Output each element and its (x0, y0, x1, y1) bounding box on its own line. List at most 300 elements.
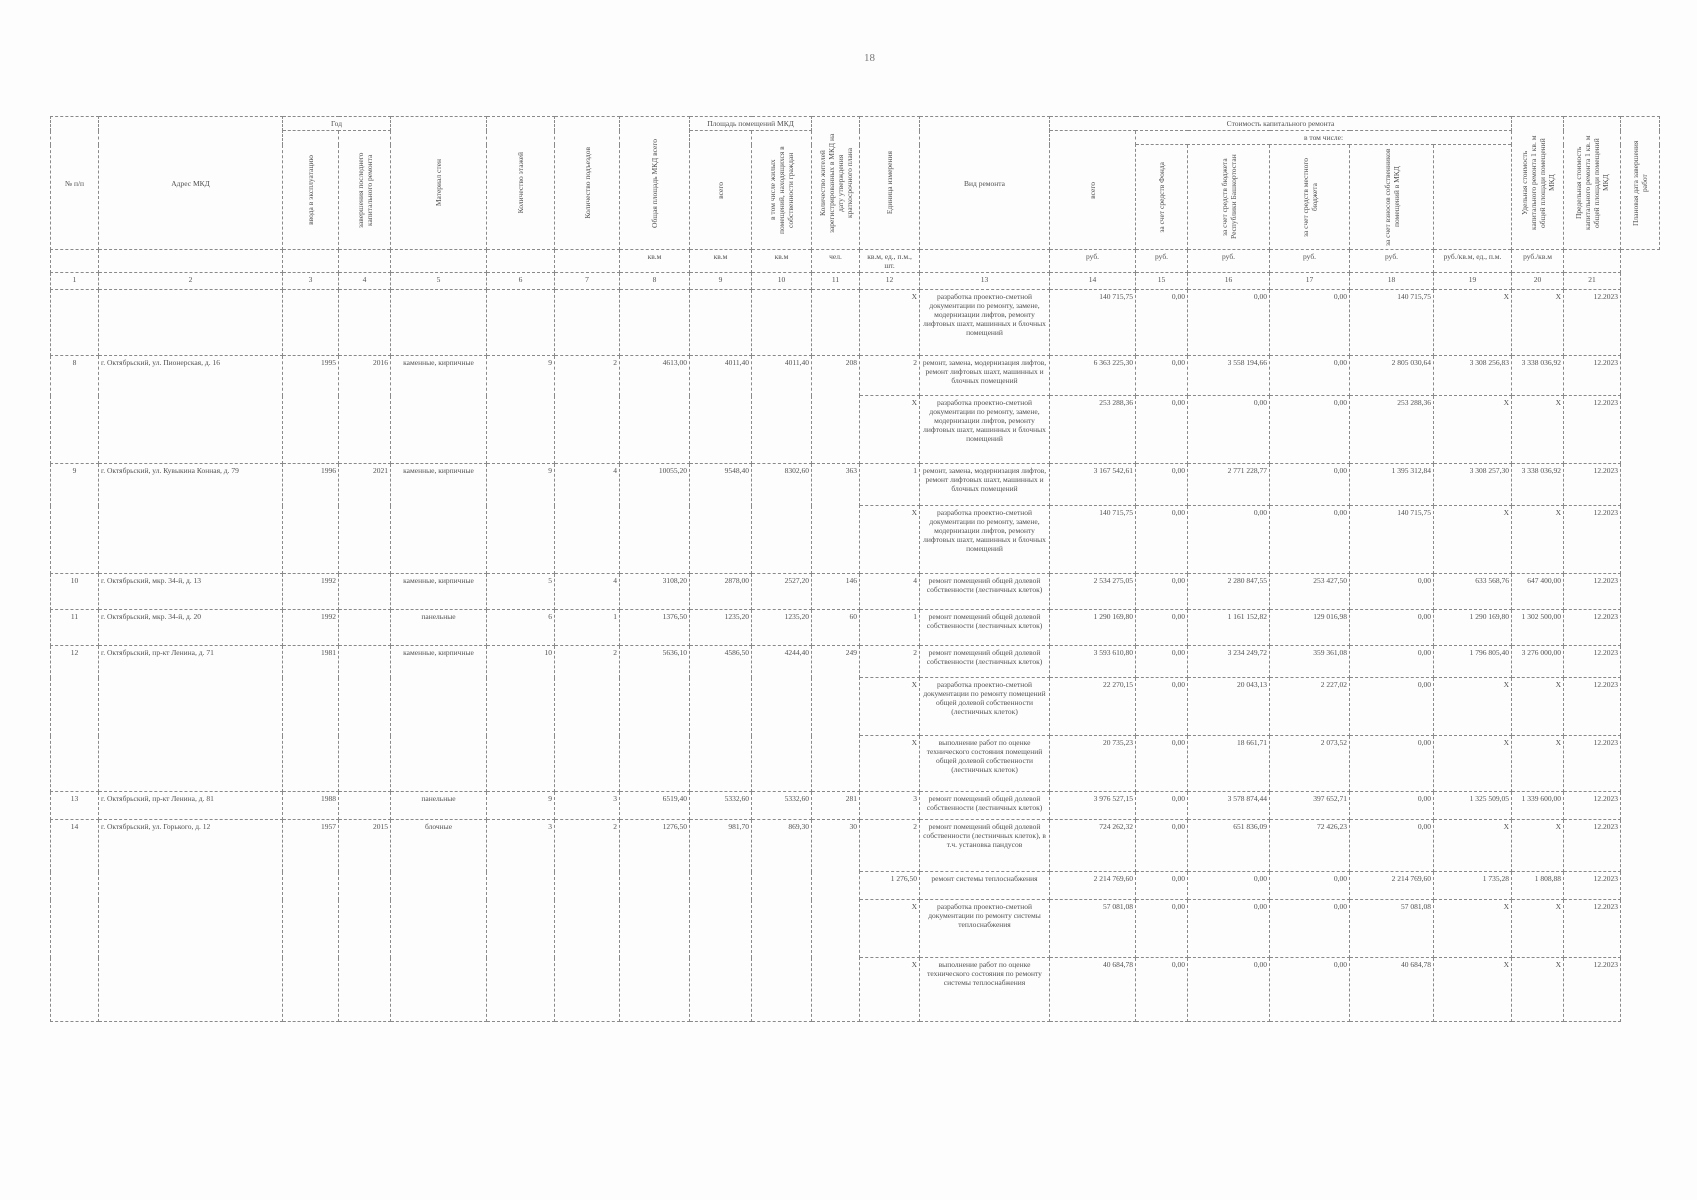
premises-residential: 2527,20 (752, 574, 812, 610)
house-address: г. Октябрьский, мкр. 34-й, д. 20 (99, 610, 283, 646)
completion-date: 12.2023 (1564, 290, 1621, 356)
floors-count: 6 (487, 610, 555, 646)
work-description: разработка проектно-сметной документации по ремонту, замене, модернизации лифтов, ремонту лифтовых шахт, машинных и блочных помещений (920, 290, 1050, 356)
year-last-repair (339, 792, 391, 820)
cost-owners: 0,00 (1350, 646, 1434, 678)
column-number-cell: 20 (1512, 273, 1564, 290)
premises-residential: 4244,40 (752, 646, 812, 792)
limit-cost: 647 400,00 (1512, 574, 1564, 610)
cost-local: 0,00 (1270, 872, 1350, 900)
unit-cell (487, 250, 555, 273)
year-last-repair: 2021 (339, 464, 391, 574)
cost-total: 22 270,15 (1050, 678, 1136, 736)
cost-owners: 0,00 (1350, 678, 1434, 736)
cost-republic: 2 771 228,77 (1188, 464, 1270, 506)
house-number: 9 (51, 464, 99, 574)
premises-residential (752, 290, 812, 356)
work-quantity: 3 (860, 792, 920, 820)
cost-owners: 0,00 (1350, 820, 1434, 872)
unit-cell: руб. (1136, 250, 1188, 273)
cost-local: 0,00 (1270, 396, 1350, 464)
cost-local: 359 361,08 (1270, 646, 1350, 678)
table-row (51, 820, 1660, 872)
cost-owners: 57 081,08 (1350, 900, 1434, 958)
wall-material: каменные, кирпичные (391, 646, 487, 792)
cost-total: 6 363 225,30 (1050, 356, 1136, 396)
work-quantity: X (860, 958, 920, 1022)
premises-residential: 1235,20 (752, 610, 812, 646)
header-cost-sub: в том числе: (1136, 131, 1512, 145)
year-commission (283, 290, 339, 356)
work-quantity: X (860, 290, 920, 356)
column-number-cell: 14 (1050, 273, 1136, 290)
work-quantity: X (860, 678, 920, 736)
cost-republic: 3 558 194,66 (1188, 356, 1270, 396)
unit-cell (920, 250, 1050, 273)
unit-cell: кв.м (752, 250, 812, 273)
cost-fund: 0,00 (1136, 646, 1188, 678)
work-description: ремонт, замена, модернизация лифтов, ремонт лифтовых шахт, машинных и блочных помещений (920, 464, 1050, 506)
unit-cell: руб. (1350, 250, 1434, 273)
completion-date: 12.2023 (1564, 356, 1621, 396)
total-area: 6519,40 (620, 792, 690, 820)
header-cost-fund: за счет средств Фонда (1136, 145, 1188, 250)
entrances-count (555, 290, 620, 356)
year-commission: 1957 (283, 820, 339, 1022)
unit-cell: руб./кв.м (1512, 250, 1564, 273)
unit-cost: 1 796 805,40 (1434, 646, 1512, 678)
residents-count (812, 290, 860, 356)
house-number: 10 (51, 574, 99, 610)
residents-count: 60 (812, 610, 860, 646)
wall-material: каменные, кирпичные (391, 574, 487, 610)
unit-cell (283, 250, 339, 273)
cost-total: 57 081,08 (1050, 900, 1136, 958)
total-area: 10055,20 (620, 464, 690, 574)
floors-count: 9 (487, 792, 555, 820)
unit-cell (339, 250, 391, 273)
completion-date: 12.2023 (1564, 464, 1621, 506)
column-number-cell: 17 (1270, 273, 1350, 290)
premises-total: 981,70 (690, 820, 752, 1022)
table-row (51, 574, 1660, 610)
cost-republic: 651 836,09 (1188, 820, 1270, 872)
house-number: 11 (51, 610, 99, 646)
header-premises-total: всего (690, 131, 752, 250)
entrances-count: 4 (555, 464, 620, 574)
work-quantity: 2 (860, 356, 920, 396)
column-number-cell: 13 (920, 273, 1050, 290)
premises-total: 4011,40 (690, 356, 752, 464)
cost-local: 0,00 (1270, 900, 1350, 958)
cost-owners: 0,00 (1350, 610, 1434, 646)
column-number-cell: 10 (752, 273, 812, 290)
header-row-1 (51, 117, 1660, 131)
work-description: ремонт, замена, модернизация лифтов, ремонт лифтовых шахт, машинных и блочных помещений (920, 356, 1050, 396)
limit-cost: 3 276 000,00 (1512, 646, 1564, 678)
cost-republic: 0,00 (1188, 506, 1270, 574)
cost-owners: 40 684,78 (1350, 958, 1434, 1022)
cost-owners: 2 805 030,64 (1350, 356, 1434, 396)
entrances-count: 3 (555, 792, 620, 820)
entrances-count: 2 (555, 356, 620, 464)
wall-material: панельные (391, 610, 487, 646)
cost-owners: 140 715,75 (1350, 506, 1434, 574)
work-quantity: X (860, 396, 920, 464)
limit-cost: 3 338 036,92 (1512, 356, 1564, 396)
header-year-last-repair: завершения последнего капитального ремонта (339, 131, 391, 250)
header-entrances: Количество подъездов (555, 117, 620, 250)
page-number: 18 (864, 52, 875, 64)
unit-cell: руб./кв.м, ед., п.м. (1434, 250, 1512, 273)
column-number-cell: 15 (1136, 273, 1188, 290)
cost-owners: 253 288,36 (1350, 396, 1434, 464)
work-description: разработка проектно-сметной документации по ремонту, замене, модернизации лифтов, ремонту лифтовых шахт, машинных и блочных помещений (920, 396, 1050, 464)
cost-total: 40 684,78 (1050, 958, 1136, 1022)
cost-local: 129 016,98 (1270, 610, 1350, 646)
column-number-cell: 3 (283, 273, 339, 290)
limit-cost: X (1512, 736, 1564, 792)
cost-total: 140 715,75 (1050, 506, 1136, 574)
work-description: ремонт помещений общей долевой собственности (лестничных клеток) (920, 610, 1050, 646)
floors-count: 10 (487, 646, 555, 792)
completion-date: 12.2023 (1564, 958, 1621, 1022)
column-number-cell: 2 (99, 273, 283, 290)
work-quantity: 1 276,50 (860, 872, 920, 900)
cost-total: 140 715,75 (1050, 290, 1136, 356)
limit-cost: X (1512, 396, 1564, 464)
column-number-cell: 21 (1564, 273, 1621, 290)
cost-fund: 0,00 (1136, 958, 1188, 1022)
cost-fund: 0,00 (1136, 574, 1188, 610)
premises-residential: 4011,40 (752, 356, 812, 464)
column-number-cell: 9 (690, 273, 752, 290)
completion-date: 12.2023 (1564, 678, 1621, 736)
unit-cost: X (1434, 678, 1512, 736)
unit-cell (391, 250, 487, 273)
header-cost-republic: за счет средств бюджета Республики Башкортостан (1188, 145, 1270, 250)
work-quantity: 2 (860, 820, 920, 872)
completion-date: 12.2023 (1564, 900, 1621, 958)
header-year-commission: ввода в эксплуатацию (283, 131, 339, 250)
year-commission: 1988 (283, 792, 339, 820)
work-description: выполнение работ по оценке технического состояния по ремонту системы теплоснабжения (920, 958, 1050, 1022)
entrances-count: 4 (555, 574, 620, 610)
floors-count (487, 290, 555, 356)
work-quantity: 2 (860, 646, 920, 678)
work-description: разработка проектно-сметной документации по ремонту помещений общей долевой собственности (лестничных клеток) (920, 678, 1050, 736)
unit-cost: 3 308 256,83 (1434, 356, 1512, 396)
cost-local: 2 227,02 (1270, 678, 1350, 736)
wall-material (391, 290, 487, 356)
header-unit: Единица измерения (860, 117, 920, 250)
column-number-cell: 16 (1188, 273, 1270, 290)
header-wall-material: Материал стен (391, 117, 487, 250)
floors-count: 5 (487, 574, 555, 610)
unit-cell: руб. (1270, 250, 1350, 273)
work-description: выполнение работ по оценке технического состояния помещений общей долевой собственности (лестничных клеток) (920, 736, 1050, 792)
cost-total: 3 976 527,15 (1050, 792, 1136, 820)
header-cost-group: Стоимость капитального ремонта (1050, 117, 1512, 131)
unit-cell (51, 250, 99, 273)
limit-cost: 1 302 500,00 (1512, 610, 1564, 646)
table-row (51, 792, 1660, 820)
cost-fund: 0,00 (1136, 820, 1188, 872)
cost-local: 0,00 (1270, 506, 1350, 574)
table-row (51, 356, 1660, 396)
work-description: ремонт помещений общей долевой собственности (лестничных клеток) (920, 792, 1050, 820)
cost-local: 0,00 (1270, 958, 1350, 1022)
unit-cost: X (1434, 958, 1512, 1022)
cost-fund: 0,00 (1136, 396, 1188, 464)
premises-total: 2878,00 (690, 574, 752, 610)
premises-total: 9548,40 (690, 464, 752, 574)
cost-fund: 0,00 (1136, 736, 1188, 792)
wall-material: панельные (391, 792, 487, 820)
column-numbers-row (51, 273, 1660, 290)
cost-fund: 0,00 (1136, 610, 1188, 646)
cost-owners: 0,00 (1350, 792, 1434, 820)
work-quantity: X (860, 900, 920, 958)
work-description: ремонт помещений общей долевой собственности (лестничных клеток) (920, 646, 1050, 678)
unit-cell (555, 250, 620, 273)
completion-date: 12.2023 (1564, 396, 1621, 464)
limit-cost: X (1512, 506, 1564, 574)
unit-cost: X (1434, 900, 1512, 958)
cost-total: 2 214 769,60 (1050, 872, 1136, 900)
residents-count: 30 (812, 820, 860, 1022)
header-address: Адрес МКД (99, 117, 283, 250)
entrances-count: 1 (555, 610, 620, 646)
house-number: 8 (51, 356, 99, 464)
wall-material: блочные (391, 820, 487, 1022)
cost-fund: 0,00 (1136, 290, 1188, 356)
wall-material: каменные, кирпичные (391, 464, 487, 574)
limit-cost: X (1512, 958, 1564, 1022)
cost-local: 0,00 (1270, 290, 1350, 356)
work-quantity: 4 (860, 574, 920, 610)
house-address: г. Октябрьский, ул. Кувыкина Конная, д. 79 (99, 464, 283, 574)
total-area: 1276,50 (620, 820, 690, 1022)
completion-date: 12.2023 (1564, 574, 1621, 610)
house-address: г. Октябрьский, ул. Горького, д. 12 (99, 820, 283, 1022)
column-number-cell: 19 (1434, 273, 1512, 290)
year-last-repair (339, 574, 391, 610)
unit-cost: X (1434, 820, 1512, 872)
work-quantity: 1 (860, 610, 920, 646)
cost-total: 3 593 610,80 (1050, 646, 1136, 678)
completion-date: 12.2023 (1564, 646, 1621, 678)
work-quantity: X (860, 506, 920, 574)
header-no: № п/п (51, 117, 99, 250)
table-row (51, 646, 1660, 678)
cost-local: 2 073,52 (1270, 736, 1350, 792)
cost-fund: 0,00 (1136, 506, 1188, 574)
cost-total: 2 534 275,05 (1050, 574, 1136, 610)
cost-republic: 1 161 152,82 (1188, 610, 1270, 646)
unit-cell (99, 250, 283, 273)
completion-date: 12.2023 (1564, 820, 1621, 872)
unit-cost: X (1434, 290, 1512, 356)
house-address (99, 290, 283, 356)
table-row (51, 290, 1660, 356)
cost-owners: 1 395 312,84 (1350, 464, 1434, 506)
premises-total: 4586,50 (690, 646, 752, 792)
total-area: 3108,20 (620, 574, 690, 610)
house-address: г. Октябрьский, пр-кт Ленина, д. 71 (99, 646, 283, 792)
work-quantity: 1 (860, 464, 920, 506)
limit-cost: X (1512, 290, 1564, 356)
column-number-cell: 1 (51, 273, 99, 290)
completion-date: 12.2023 (1564, 506, 1621, 574)
cost-republic: 0,00 (1188, 958, 1270, 1022)
work-description: разработка проектно-сметной документации по ремонту, замене, модернизации лифтов, ремонту лифтовых шахт, машинных и блочных помещений (920, 506, 1050, 574)
premises-total (690, 290, 752, 356)
residents-count: 249 (812, 646, 860, 792)
register-sheet (50, 116, 1660, 1022)
cost-fund: 0,00 (1136, 356, 1188, 396)
cost-republic: 0,00 (1188, 900, 1270, 958)
cost-total: 20 735,23 (1050, 736, 1136, 792)
premises-residential: 869,30 (752, 820, 812, 1022)
completion-date: 12.2023 (1564, 610, 1621, 646)
cost-fund: 0,00 (1136, 464, 1188, 506)
header-limit-cost: Предельная стоимость капитального ремонта 1 кв. м общей площади помещений МКД (1564, 117, 1621, 250)
entrances-count: 2 (555, 646, 620, 792)
year-commission: 1992 (283, 574, 339, 610)
header-premises-group: Площадь помещений МКД (690, 117, 812, 131)
unit-cost: 633 568,76 (1434, 574, 1512, 610)
total-area: 5636,10 (620, 646, 690, 792)
cost-republic: 0,00 (1188, 290, 1270, 356)
cost-total: 1 290 169,80 (1050, 610, 1136, 646)
house-number: 12 (51, 646, 99, 792)
work-quantity: X (860, 736, 920, 792)
house-address: г. Октябрьский, мкр. 34-й, д. 13 (99, 574, 283, 610)
header-cost-total: всего (1050, 131, 1136, 250)
completion-date: 12.2023 (1564, 872, 1621, 900)
header-floors: Количество этажей (487, 117, 555, 250)
unit-cost: X (1434, 736, 1512, 792)
cost-owners: 140 715,75 (1350, 290, 1434, 356)
entrances-count: 2 (555, 820, 620, 1022)
cost-local: 0,00 (1270, 356, 1350, 396)
cost-fund: 0,00 (1136, 678, 1188, 736)
cost-total: 724 262,32 (1050, 820, 1136, 872)
cost-republic: 3 578 874,44 (1188, 792, 1270, 820)
column-number-cell: 5 (391, 273, 487, 290)
column-number-cell: 7 (555, 273, 620, 290)
cost-local: 397 652,71 (1270, 792, 1350, 820)
unit-cost: 1 735,28 (1434, 872, 1512, 900)
residents-count: 208 (812, 356, 860, 464)
cost-owners: 2 214 769,60 (1350, 872, 1434, 900)
limit-cost: 3 338 036,92 (1512, 464, 1564, 506)
house-number: 14 (51, 820, 99, 1022)
cost-total: 253 288,36 (1050, 396, 1136, 464)
cost-republic: 0,00 (1188, 872, 1270, 900)
residents-count: 146 (812, 574, 860, 610)
year-commission: 1996 (283, 464, 339, 574)
cost-fund: 0,00 (1136, 900, 1188, 958)
unit-cell: руб. (1188, 250, 1270, 273)
year-commission: 1995 (283, 356, 339, 464)
premises-residential: 8302,60 (752, 464, 812, 574)
year-last-repair (339, 290, 391, 356)
column-number-cell: 8 (620, 273, 690, 290)
limit-cost: X (1512, 678, 1564, 736)
unit-cost: X (1434, 506, 1512, 574)
cost-republic: 2 280 847,55 (1188, 574, 1270, 610)
cost-fund: 0,00 (1136, 792, 1188, 820)
work-description: ремонт помещений общей долевой собственности (лестничных клеток), в т.ч. установка пандусов (920, 820, 1050, 872)
unit-cell: руб. (1050, 250, 1136, 273)
work-description: ремонт системы теплоснабжения (920, 872, 1050, 900)
header-residents: Количество жителей зарегистрированных в МКД на дату утверждения краткосрочного плана (812, 117, 860, 250)
unit-cell (1564, 250, 1621, 273)
limit-cost: 1 808,88 (1512, 872, 1564, 900)
unit-cell: кв.м (690, 250, 752, 273)
header-completion-date: Плановая дата завершения работ (1621, 117, 1660, 250)
unit-cost: 1 325 509,05 (1434, 792, 1512, 820)
cost-total: 3 167 542,61 (1050, 464, 1136, 506)
unit-cell: чел. (812, 250, 860, 273)
completion-date: 12.2023 (1564, 792, 1621, 820)
header-premises-residential: в том числе жилых помещений, находящихся в собственности граждан (752, 131, 812, 250)
repair-plan-table (50, 116, 1660, 1022)
header-spacer (1434, 145, 1512, 250)
header-year-group: Год (283, 117, 391, 131)
work-description: ремонт помещений общей долевой собственности (лестничных клеток) (920, 574, 1050, 610)
limit-cost: X (1512, 820, 1564, 872)
units-row (51, 250, 1660, 273)
cost-local: 72 426,23 (1270, 820, 1350, 872)
year-last-repair: 2015 (339, 820, 391, 1022)
column-number-cell: 18 (1350, 273, 1434, 290)
floors-count: 9 (487, 356, 555, 464)
cost-fund: 0,00 (1136, 872, 1188, 900)
floors-count: 9 (487, 464, 555, 574)
unit-cell: кв.м (620, 250, 690, 273)
residents-count: 363 (812, 464, 860, 574)
house-number: 13 (51, 792, 99, 820)
unit-cost: 1 290 169,80 (1434, 610, 1512, 646)
total-area (620, 290, 690, 356)
limit-cost: X (1512, 900, 1564, 958)
cost-owners: 0,00 (1350, 574, 1434, 610)
cost-republic: 18 661,71 (1188, 736, 1270, 792)
house-address: г. Октябрьский, пр-кт Ленина, д. 81 (99, 792, 283, 820)
header-cost-owners: за счет взносов собственников помещений в МКД (1350, 145, 1434, 250)
column-number-cell: 12 (860, 273, 920, 290)
unit-cost: X (1434, 396, 1512, 464)
premises-total: 5332,60 (690, 792, 752, 820)
total-area: 4613,00 (620, 356, 690, 464)
column-number-cell: 6 (487, 273, 555, 290)
cost-owners: 0,00 (1350, 736, 1434, 792)
cost-republic: 0,00 (1188, 396, 1270, 464)
residents-count: 281 (812, 792, 860, 820)
header-work-type: Вид ремонта (920, 117, 1050, 250)
year-last-repair (339, 610, 391, 646)
cost-local: 253 427,50 (1270, 574, 1350, 610)
cost-republic: 3 234 249,72 (1188, 646, 1270, 678)
house-address: г. Октябрьский, ул. Пионерская, д. 16 (99, 356, 283, 464)
floors-count: 3 (487, 820, 555, 1022)
year-commission: 1992 (283, 610, 339, 646)
premises-total: 1235,20 (690, 610, 752, 646)
cost-republic: 20 043,13 (1188, 678, 1270, 736)
